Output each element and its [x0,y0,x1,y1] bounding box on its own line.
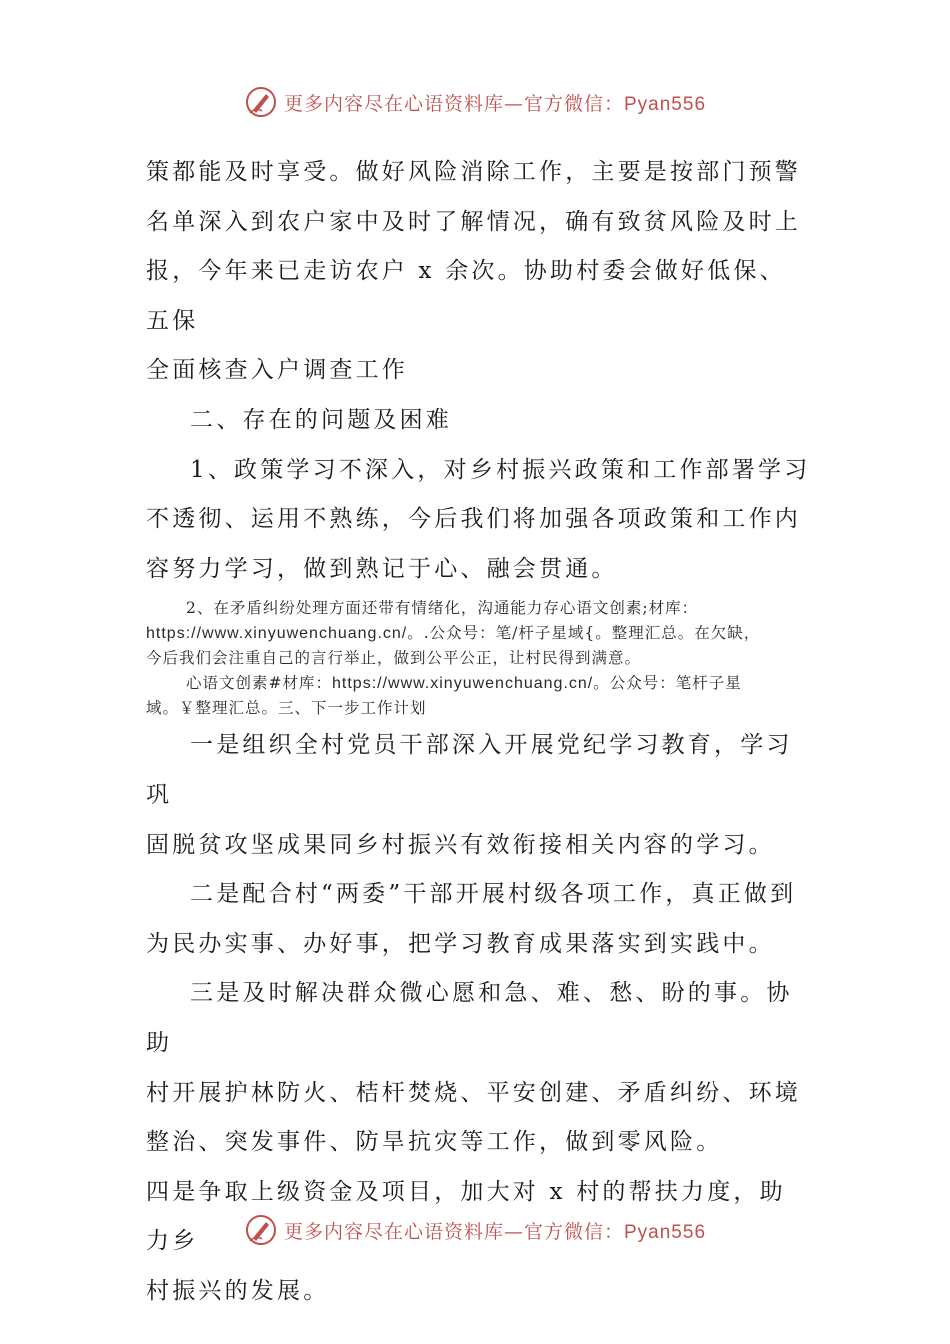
paragraph-issue-2 [146,596,811,671]
document-body [146,148,811,1316]
banner-text [284,1217,706,1244]
issue2-text-b: 。.公众号：笔/杆子星域{。整理汇总。在欠缺， [407,624,761,643]
text-line: 策都能及时享受。做好风险消除工作，主要是按部门预警 [146,159,801,185]
text-line: 村开展护林防火、桔杆焚烧、平安创建、矛盾纠纷、环境 [146,1079,801,1106]
pen-logo-icon [244,1213,278,1247]
paragraph-issue-1 [146,446,811,595]
banner-text [284,89,706,116]
footer-banner [0,1210,950,1250]
note-text-b: 。公众号：笔杆子星 [593,674,742,693]
text-line: 四是争取上级资金及项目，加大对 x 村的帮扶力度，助力乡 [146,1178,786,1255]
banner-wechat-id: Pyan556 [624,1221,707,1243]
text-line: 今后我们会注重自己的言行举止，做到公平公正，让村民得到满意。 [146,649,642,668]
paragraph-plan-2 [146,870,811,969]
banner-text-cn: 更多内容尽在心语资料库—官方微信： [283,1220,624,1243]
text-line: 报，今年来已走访农户 x 余次。协助村委会做好低保、五保 [146,258,786,334]
paragraph-plan-3 [146,969,811,1167]
text-line: 全面核查入户调查工作 [146,357,408,384]
text-line: 一是组织全村党员干部深入开展党纪学习教育，学习巩 [146,732,793,808]
paragraph-plan-1 [146,721,811,870]
text-line: 二是配合村“两委”干部开展村级各项工作，真正做到 [190,881,797,908]
text-line: 村振兴的发展。 [146,1277,330,1304]
text-line [146,596,811,646]
text-line: 名单深入到农户家中及时了解情况，确有致贫风险及时上 [146,208,801,235]
pen-logo-icon [244,85,278,119]
banner-wechat-id: Pyan556 [624,93,707,115]
text-line: 整治、突发事件、防旱抗灾等工作，做到零风险。 [146,1129,723,1156]
issue2-text-a: 2、在矛盾纠纷处理方面还带有情绪化，沟通能力存心语文创素;材库： [186,599,699,618]
text-line: 固脱贫攻坚成果同乡村振兴有效衔接相关内容的学习。 [146,831,775,858]
text-line: 不透彻、运用不熟练，今后我们将加强各项政策和工作内 [146,506,801,533]
header-banner [0,82,950,122]
note-text-a: 心语文创素#材库： [186,674,332,693]
text-line: 三是及时解决群众微心愿和急、难、愁、盼的事。协助 [146,980,793,1056]
text-line: 域。￥整理汇总。三、下一步工作计划 [146,699,427,718]
banner-text-cn: 更多内容尽在心语资料库—官方微信： [283,92,624,115]
section-heading-problems: 二、存在的问题及困难 [190,406,452,433]
text-line: 1、政策学习不深入，对乡村振兴政策和工作部署学习 [190,456,811,483]
paragraph-note [146,671,811,721]
text-line [146,671,811,696]
paragraph-risk-elimination [146,148,811,396]
text-line: 为民办实事、办好事，把学习教育成果落实到实践中。 [146,930,775,957]
issue2-url: https://www.xinyuwenchuang.cn/ [146,625,408,643]
note-url: https://www.xinyuwenchuang.cn/ [332,675,594,693]
text-line: 容努力学习，做到熟记于心、融会贯通。 [146,555,618,582]
